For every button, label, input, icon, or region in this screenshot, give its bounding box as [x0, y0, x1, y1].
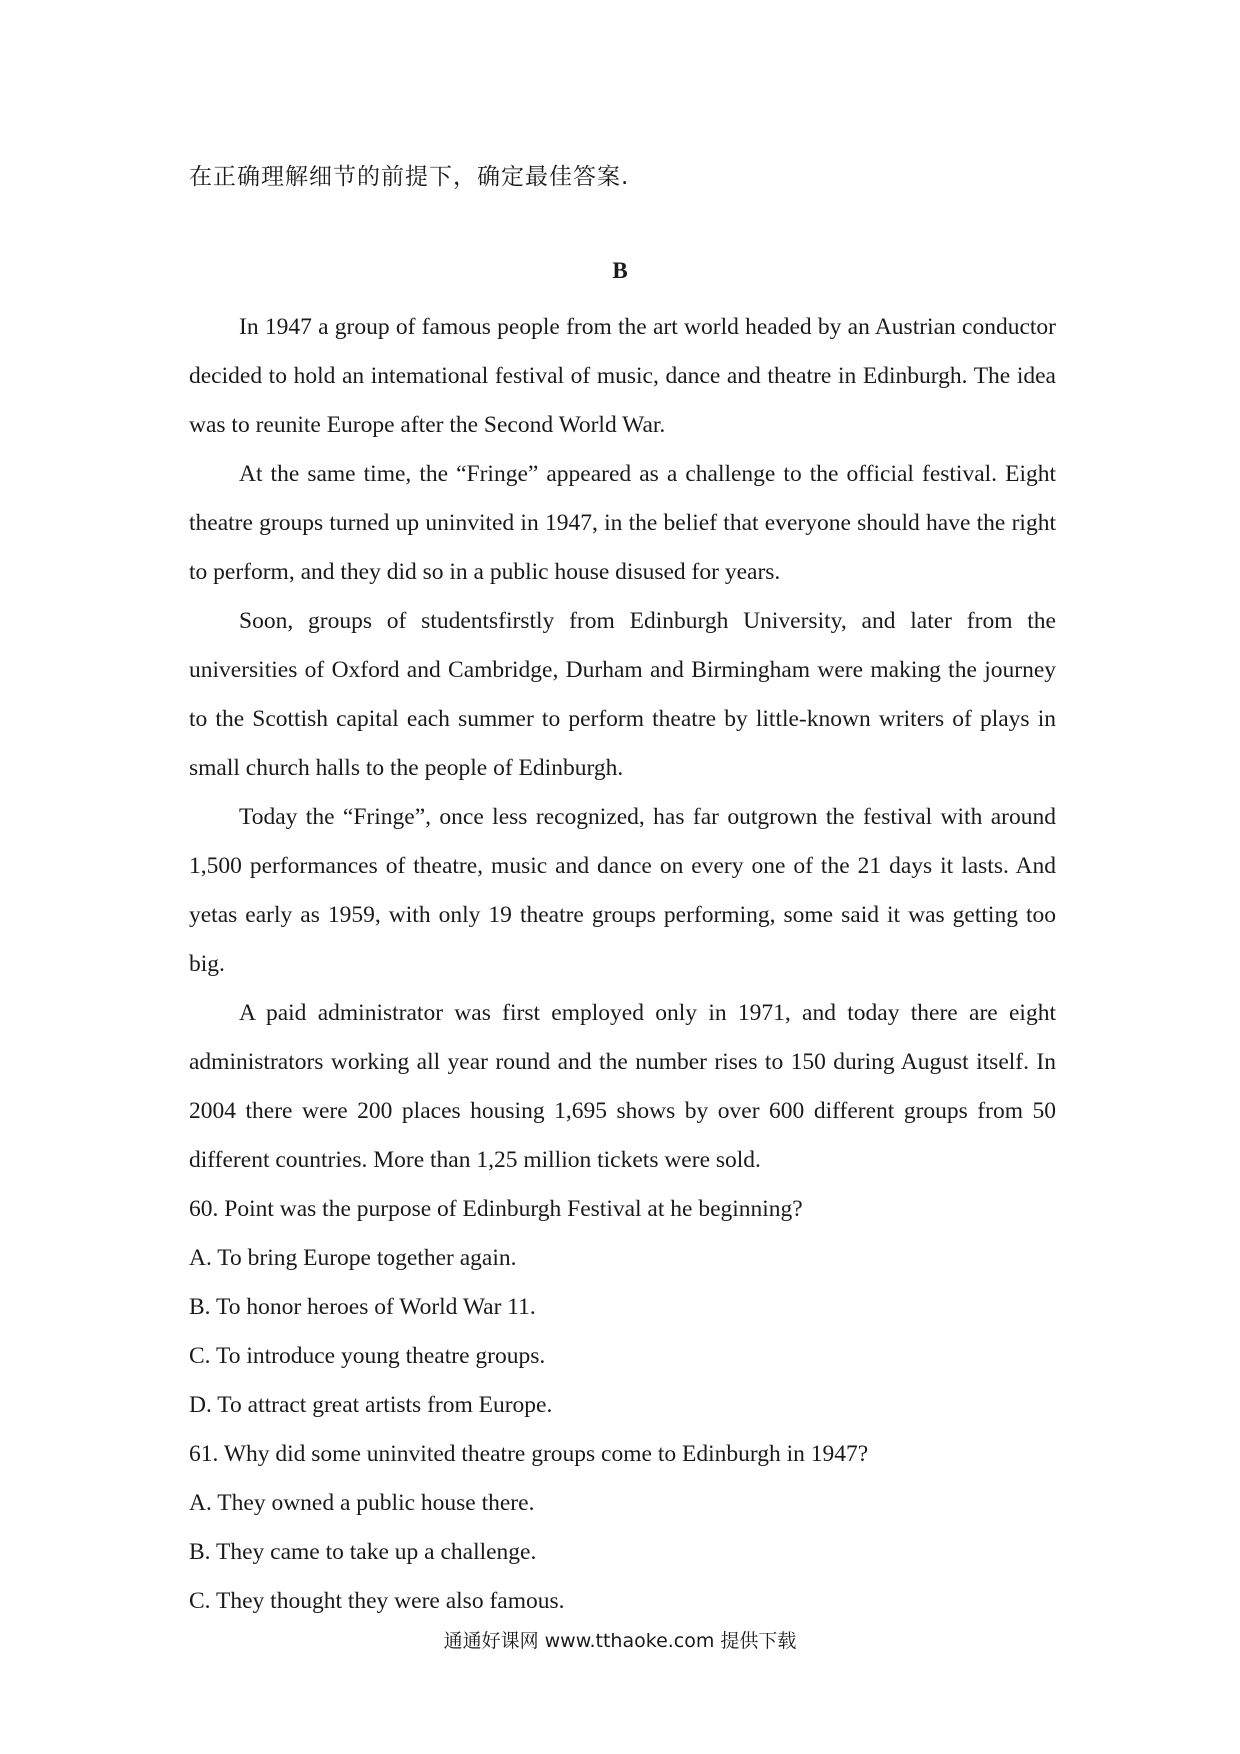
answer-option: D. To attract great artists from Europe.	[189, 1392, 553, 1418]
paragraph: Soon, groups of studentsfirstly from Edinburgh University, and later from the universities of Oxford and Cambridge, Durham and Birmingham were making the journey to the Scottish capital each summer to perform theatre by little-known writers of plays in small church halls to the people of Edinburgh.	[189, 608, 1056, 781]
answer-option: C. They thought they were also famous.	[189, 1588, 565, 1614]
paragraph: At the same time, the “Fringe” appeared as a challenge to the official festival. Eight theatre groups turned up uninvited in 1947, in the belief that everyone should have the right to perform, and they did so in a public house disused for years.	[189, 461, 1056, 585]
passage-content	[189, 303, 1056, 1626]
answer-option: A. They owned a public house there.	[189, 1490, 535, 1516]
answer-option: B. They came to take up a challenge.	[189, 1539, 537, 1565]
page-footer: 通通好课网 www.tthaoke.com 提供下载	[443, 1630, 797, 1652]
answer-option: A. To bring Europe together again.	[189, 1245, 517, 1271]
answer-option: B. To honor heroes of World War 11.	[189, 1294, 536, 1320]
paragraph: A paid administrator was first employed only in 1971, and today there are eight administrators working all year round and the number rises to 150 during August itself. In 2004 there were 200 places housing 1,695 shows by over 600 different groups from 50 different countries. More than 1,25 million tickets were sold.	[189, 1000, 1056, 1173]
paragraph: In 1947 a group of famous people from the art world headed by an Austrian conductor decided to hold an intemational festival of music, dance and theatre in Edinburgh. The idea was to reunite Europe after the Second World War.	[189, 314, 1056, 438]
question-stem: 61. Why did some uninvited theatre groups come to Edinburgh in 1947?	[189, 1441, 869, 1467]
section-label: B	[612, 258, 628, 283]
paragraph: Today the “Fringe”, once less recognized, has far outgrown the festival with around 1,500 performances of theatre, music and dance on every one of the 21 days it lasts. And yetas early as 1959, with only 19 theatre groups performing, some said it was getting too big.	[189, 804, 1056, 977]
question-stem: 60. Point was the purpose of Edinburgh Festival at he beginning?	[189, 1196, 803, 1222]
answer-option: C. To introduce young theatre groups.	[189, 1343, 546, 1369]
intro-line: 在正确理解细节的前提下，确定最佳答案.	[189, 164, 630, 190]
